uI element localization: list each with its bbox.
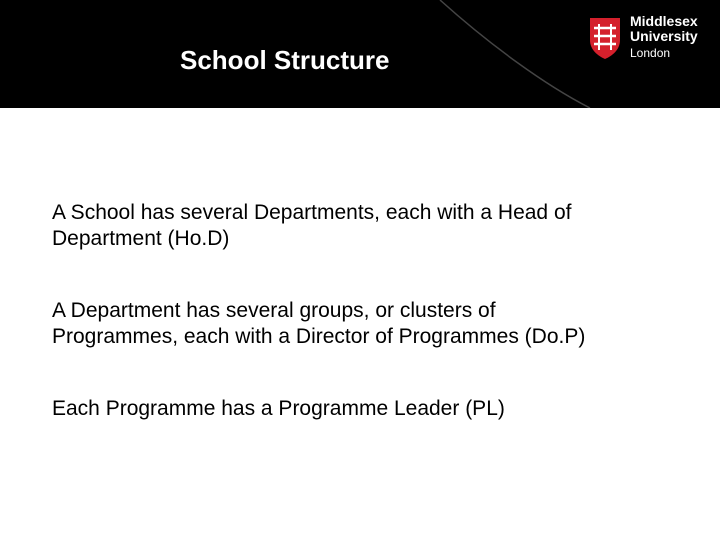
bullet-item: Each Programme has a Programme Leader (PL) [52,397,505,420]
logo-line-2: University [630,28,698,44]
bullet-item: A School has several Departments, each with a Head of Department (Ho.D) [52,201,572,250]
logo-line-3: London [630,46,671,60]
logo-line-1: Middlesex [630,13,698,29]
slide-title: School Structure [180,45,390,75]
header-bar [0,0,720,108]
shield-icon [588,16,622,60]
bullet-item: A Department has several groups, or clusters of Programmes, each with a Director of Programmes (Do.P) [52,299,586,348]
slide-body [52,200,612,468]
logo-text [630,14,698,61]
university-logo [588,14,712,72]
